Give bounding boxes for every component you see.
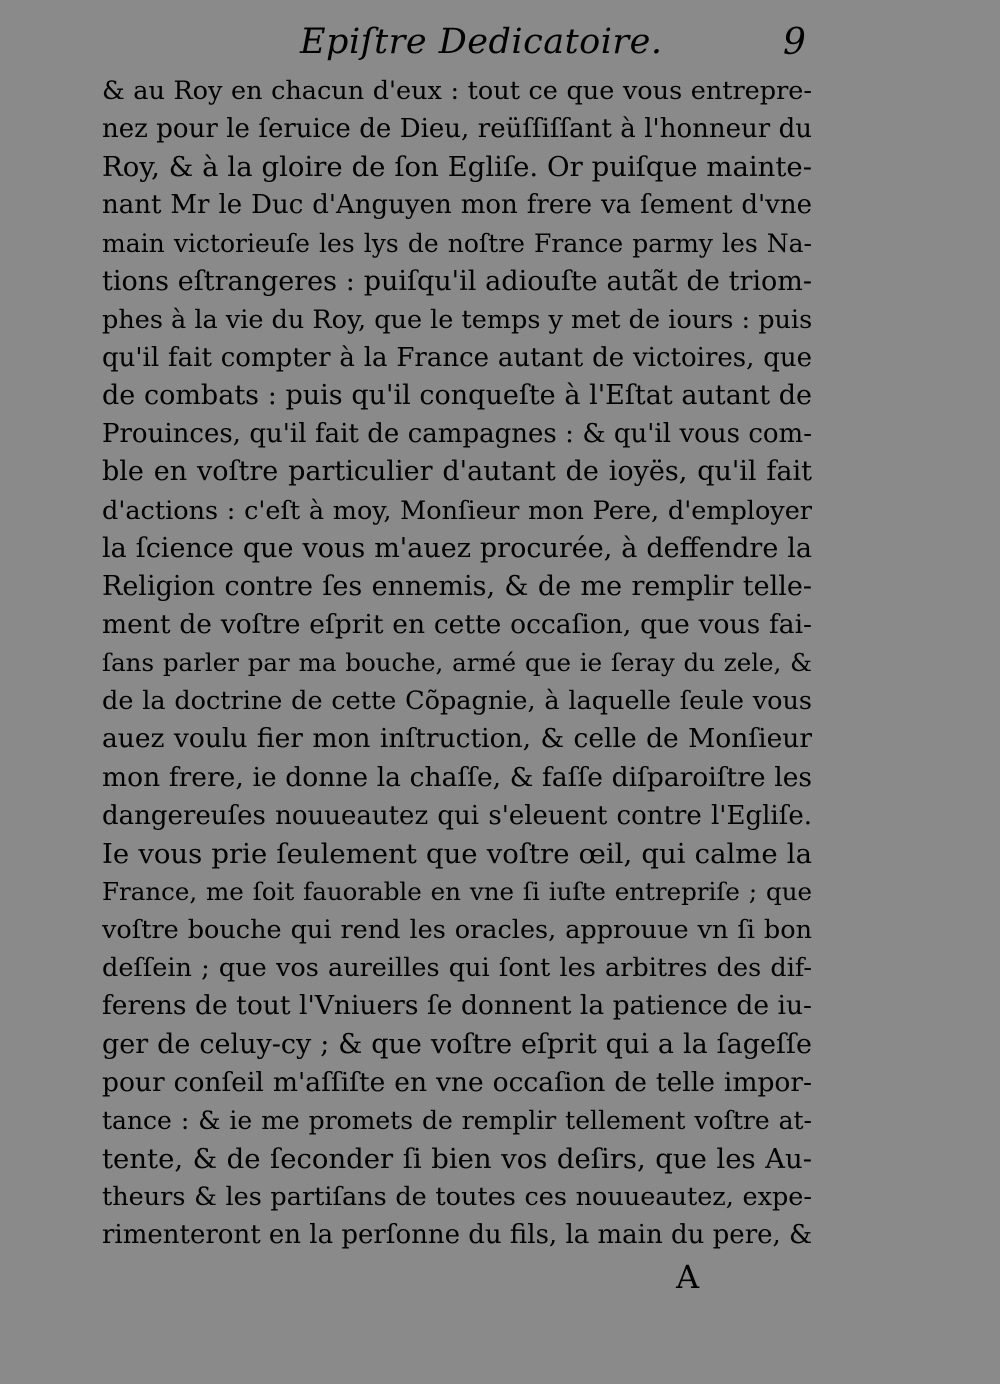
text-line: nez pour le ſeruice de Dieu, reüſſiſſant à l'honneur du — [102, 114, 812, 145]
text-line: dangereuſes nouueautez qui s'eleuent contre l'Egliſe. — [102, 800, 812, 831]
text-line: phes à la vie du Roy, que le temps y met de iours : puis — [102, 304, 812, 335]
text-line: ble en voſtre particulier d'autant de ioyës, qu'il fait — [102, 456, 812, 488]
text-line: Ie vous prie ſeulement que voſtre œil, qui calme la — [102, 837, 812, 870]
text-line: de combats : puis qu'il conqueſte à l'Eſtat autant de — [102, 380, 812, 412]
text-line: ferens de tout l'Vniuers ſe donnent la patience de iu- — [102, 990, 812, 1022]
text-line: d'actions : c'eſt à moy, Monſieur mon Pere, d'employer — [102, 495, 812, 526]
catchword: A — [676, 1258, 700, 1296]
text-line: main victorieuſe les lys de noſtre France parmy les Na- — [102, 228, 812, 258]
body-text — [102, 72, 812, 1254]
text-line: pour conſeil m'aſſiſte en vne occaſion de telle impor- — [102, 1066, 812, 1098]
text-line: voſtre bouche qui rend les oracles, approuue vn ſi bon — [102, 915, 812, 946]
running-title: Epiſtre Dedicatoire. — [300, 22, 663, 62]
text-line: rimenteront en la perſonne du fils, la main du pere, & — [102, 1220, 812, 1251]
text-line: tions eſtrangeres : puiſqu'il adiouſte autãt de triom- — [102, 265, 812, 297]
text-line: France, me ſoit fauorable en vne ſi iuſte entrepriſe ; que — [102, 876, 812, 906]
text-line: tente, & de ſeconder ſi bien vos deſirs, que les Au- — [102, 1142, 812, 1175]
text-line: mon frere, ie donne la chaſſe, & faſſe diſparoiſtre les — [102, 761, 812, 793]
text-line: Prouinces, qu'il fait de campagnes : & qu'il vous com- — [102, 419, 812, 450]
text-line: & au Roy en chacun d'eux : tout ce que vous entrepre- — [102, 76, 812, 106]
text-line: la ſcience que vous m'auez procurée, à deffendre la — [102, 532, 812, 564]
page-number: 9 — [783, 22, 806, 63]
text-line: qu'il fait compter à la France autant de victoires, que — [102, 342, 812, 373]
text-line: theurs & les partiſans de toutes ces nouueautez, expe- — [102, 1182, 812, 1213]
text-line: nant Mr le Duc d'Anguyen mon frere va ſement d'vne — [102, 190, 812, 221]
text-line: tance : & ie me promets de remplir tellement voſtre at- — [102, 1105, 812, 1135]
text-line: ſans parler par ma bouche, armé que ie ſeray du zele, & — [102, 648, 812, 678]
text-line: Religion contre ſes ennemis, & de me remplir telle- — [102, 570, 812, 602]
text-line: ger de celuy-cy ; & que voſtre eſprit qui a la ſageſſe — [102, 1028, 812, 1060]
text-line: deſſein ; que vos aureilles qui ſont les arbitres des dif- — [102, 953, 812, 984]
text-line: de la doctrine de cette Cõpagnie, à laquelle ſeule vous — [102, 686, 812, 717]
text-line: ment de voſtre eſprit en cette occaſion, que vous fai- — [102, 608, 812, 640]
text-line: Roy, & à la gloire de ſon Egliſe. Or puiſque mainte- — [102, 151, 812, 184]
text-line: auez voulu fier mon inſtruction, & celle de Monſieur — [102, 723, 812, 755]
